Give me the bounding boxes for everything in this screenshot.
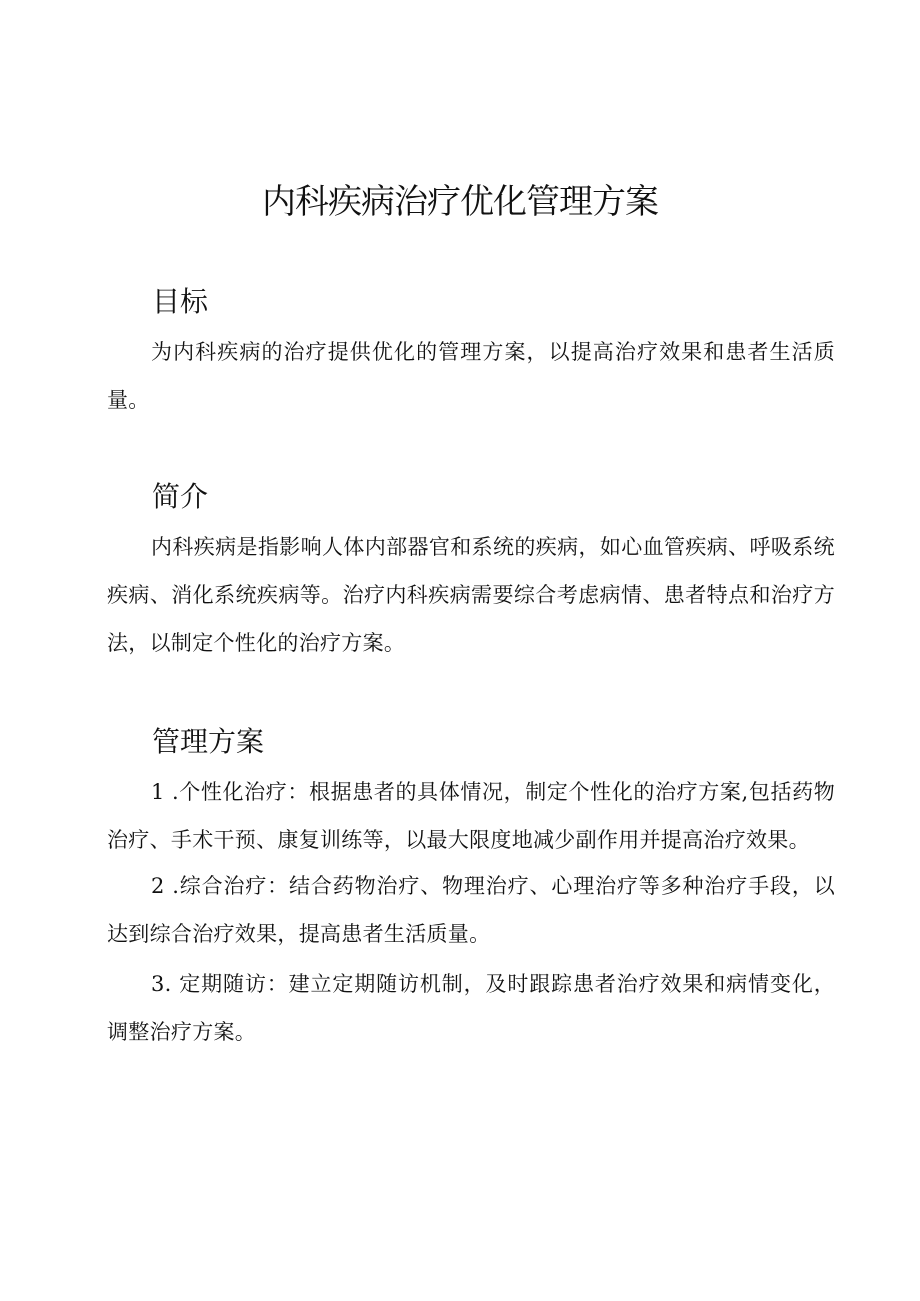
plan-item-comprehensive: 2 .综合治疗：结合药物治疗、物理治疗、心理治疗等多种治疗手段，以达到综合治疗效果，提高患者生活质量。 (107, 874, 835, 946)
document-title: 内科疾病治疗优化管理方案 (262, 182, 658, 222)
section-text-goal: 为内科疾病的治疗提供优化的管理方案，以提高治疗效果和患者生活质量。 (107, 340, 835, 412)
section-heading-goal: 目标 (152, 285, 209, 318)
section-text-intro: 内科疾病是指影响人体内部器官和系统的疾病，如心血管疾病、呼吸系统疾病、消化系统疾病等。治疗内科疾病需要综合考虑病情、患者特点和治疗方法，以制定个性化的治疗方案。 (107, 535, 835, 655)
section-heading-plan: 管理方案 (152, 725, 265, 758)
plan-item-follow-up: 3. 定期随访：建立定期随访机制，及时跟踪患者治疗效果和病情变化，调整治疗方案。 (107, 972, 835, 1044)
plan-item-personalized: 1 .个性化治疗：根据患者的具体情况，制定个性化的治疗方案,包括药物治疗、手术干预、康复训练等，以最大限度地减少副作用并提高治疗效果。 (107, 780, 835, 852)
section-heading-intro: 简介 (152, 480, 209, 513)
